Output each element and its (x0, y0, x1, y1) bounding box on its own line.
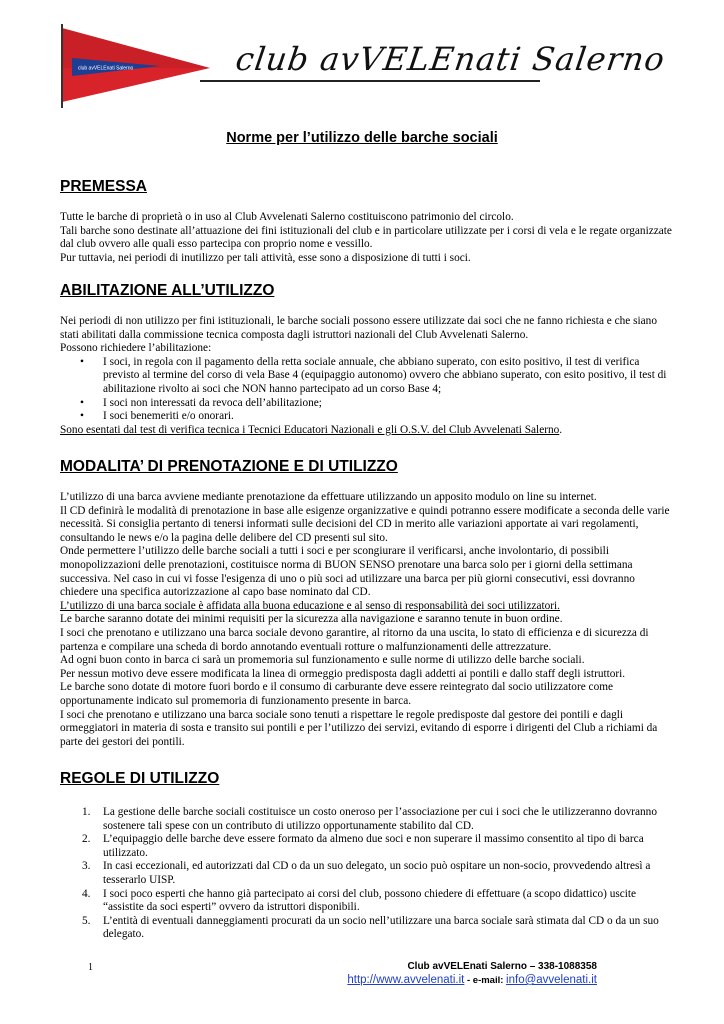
footer-links (347, 974, 597, 986)
list-item: 3. In casi eccezionali, ed autorizzati dal CD o da un suo delegato, un socio può ospitare un non-socio, provvedendo altresì a tesserarlo UISP. (82, 860, 651, 886)
list-item: • I soci, in regola con il pagamento della retta sociale annuale, che abbiano superato, con esito positivo, il test di verifica previsto al termine del corso di vela Base 4 (equipaggio autonomo) ovvero che abbiano superato, con esito positivo, il test di abilitazione rivolto ai soci che NON hanno partecipato ad un corso Base 4; (80, 355, 667, 395)
abilitazione-exempt-note: Sono esentati dal test di verifica tecnica i Tecnici Educatori Nazionali e gli O.S.V. del Club Avvelenati Salerno. (60, 423, 563, 436)
modalita-paragraph: Le barche sono dotate di motore fuori bordo e il consumo di carburante deve essere reintegrato dal socio utilizzatore come opportunamente indicato sul promemoria di funzionamento presente in barca. (60, 681, 614, 707)
club-flag-logo (60, 22, 230, 110)
modalita-paragraph: Onde permettere l’utilizzo delle barche sociali a tutti i soci e per scongiurare il verificarsi, anche involontario, di possibili monopolizzazioni delle prenotazioni, costituisce norma di BUON SENSO prenotare una barca solo per i giorni della settimana successiva. Nel caso in cui vi fosse l'esigenza di uno o più soci ad utilizzare una barca per più giorni consecutivi, essi dovranno chiedere una specifica autorizzazione al capo base nominato dal CD. (60, 545, 635, 599)
website-link[interactable]: http://www.avvelenati.it (347, 974, 465, 986)
footer-club-line: Club avVELEnati Salerno – 338-1088358 (407, 961, 597, 972)
page-number: 1 (88, 962, 93, 973)
abilitazione-intro: Nei periodi di non utilizzo per fini istituzionali, le barche sociali possono essere utilizzate dai soci che ne fanno richiesta e che siano stati abilitati dalla commissione tecnica composta dagli istruttori nazionali del Club Avvelenati Salerno. (60, 315, 657, 341)
regole-body (60, 806, 675, 942)
modalita-paragraph: Le barche saranno dotate dei minimi requisiti per la sicurezza alla navigazione e saranno tenute in buon ordine. (60, 613, 563, 626)
abilitazione-lead: Possono richiedere l’abilitazione: (60, 342, 212, 355)
bullet-icon: • (80, 410, 84, 423)
footer-contact (347, 961, 597, 986)
list-item: 2. L’equipaggio delle barche deve essere formato da almeno due soci e non superare il massimo consentito al tipo di barca utilizzato. (82, 833, 644, 859)
list-item: 1. La gestione delle barche sociali costituisce un costo oneroso per l’associazione per cui i soci che le utilizzeranno dovranno sostenere tali spese con un contributo di utilizzo opportunamente stabilito dal CD. (82, 806, 657, 832)
bullet-icon: • (80, 396, 84, 409)
email-label: - e-mail: (464, 975, 507, 986)
club-logo-header (60, 22, 668, 110)
club-logo-title: club avVELEnati Salerno (233, 40, 668, 78)
flag-text: club avVELEnati Salerno (78, 65, 134, 72)
premessa-line: Tutte le barche di proprietà o in uso al Club Avvelenati Salerno costituiscono patrimonio del circolo. (60, 211, 514, 223)
modalita-paragraph: Il CD definirà le modalità di prenotazione in base alle esigenze organizzative e quindi potranno essere modificate a seconda delle varie necessità. Si consiglia pertanto di tenersi informati sulle decisioni del CD in merito alle variazioni apportate ai vari regolamenti, consultando le news e/o la pagina delle delibere del CD presenti sul sito. (60, 504, 670, 544)
modalita-paragraph: I soci che prenotano e utilizzano una barca sociale devono garantire, al ritorno da una uscita, lo stato di efficienza e di sicurezza di partenza e compilare una scheda di bordo annotando eventuali rotture o malfunzionamenti delle attrezzature. (60, 626, 649, 653)
premessa-line: Pur tuttavia, nei periodi di inutilizzo per tali attività, esse sono a disposizione di tutti i soci. (60, 251, 471, 264)
section-heading-regole: REGOLE DI UTILIZZO (60, 770, 220, 787)
modalita-paragraph-underlined: L’utilizzo di una barca sociale è affidata alla buona educazione e al senso di responsabilità dei soci utilizzatori. (60, 599, 561, 612)
list-item: 4. I soci poco esperti che hanno già partecipato ai corsi del club, possono chiedere di effettuare (a scopo didattico) uscite “assistite da soci esperti” ovvero da istruttori disponibili. (82, 887, 637, 914)
section-heading-modalita: MODALITA’ DI PRENOTAZIONE E DI UTILIZZO (60, 458, 398, 475)
regole-numbered-list (60, 806, 675, 942)
modalita-body (60, 491, 675, 749)
page-title: Norme per l’utilizzo delle barche sociali (226, 130, 498, 146)
premessa-line: Tali barche sono destinate all’attuazione dei fini istituzionali del club e in particolare utilizzate per i corsi di vela e le regate organizzate dal club ovvero alle quali esso partecipa con proprio nome e vessillo. (60, 224, 672, 251)
abilitazione-body (60, 315, 675, 437)
logo-underline (200, 80, 540, 82)
bullet-icon: • (80, 355, 84, 368)
modalita-paragraph: I soci che prenotano e utilizzano una barca sociale sono tenuti a rispettare le regole predisposte dal gestore dei pontili e dagli ormeggiatori in materia di sosta e transito sui pontili e per l’utilizzo dei servizi, evitando di esporre i dirigenti del Club a richiami da parte dei gestori dei pontili. (60, 708, 658, 748)
list-item: 5. L’entità di eventuali danneggiamenti procurati da un socio nell’utilizzare una barca sociale sarà stimata dal CD o da un suo delegato. (82, 914, 659, 941)
list-item: • I soci benemeriti e/o onorari. (80, 410, 234, 423)
modalita-paragraph: Per nessun motivo deve essere modificata la linea di ormeggio predisposta dagli addetti ai pontili e dallo staff degli istruttori. (60, 667, 626, 680)
list-item: • I soci non interessati da revoca dell’abilitazione; (80, 396, 322, 409)
section-heading-premessa: PREMESSA (60, 178, 147, 195)
premessa-body (60, 211, 675, 265)
modalita-paragraph: L’utilizzo di una barca avviene mediante prenotazione da effettuare utilizzando un apposito modulo on line su internet. (60, 491, 597, 503)
modalita-paragraph: Ad ogni buon conto in barca ci sarà un promemoria sul funzionamento e sulle norme di utilizzo delle barche sociali. (60, 654, 585, 667)
email-link[interactable]: info@avvelenati.it (506, 974, 597, 986)
abilitazione-bullet-list (60, 356, 675, 424)
section-heading-abilitazione: ABILITAZIONE ALL’UTILIZZO (60, 282, 275, 299)
